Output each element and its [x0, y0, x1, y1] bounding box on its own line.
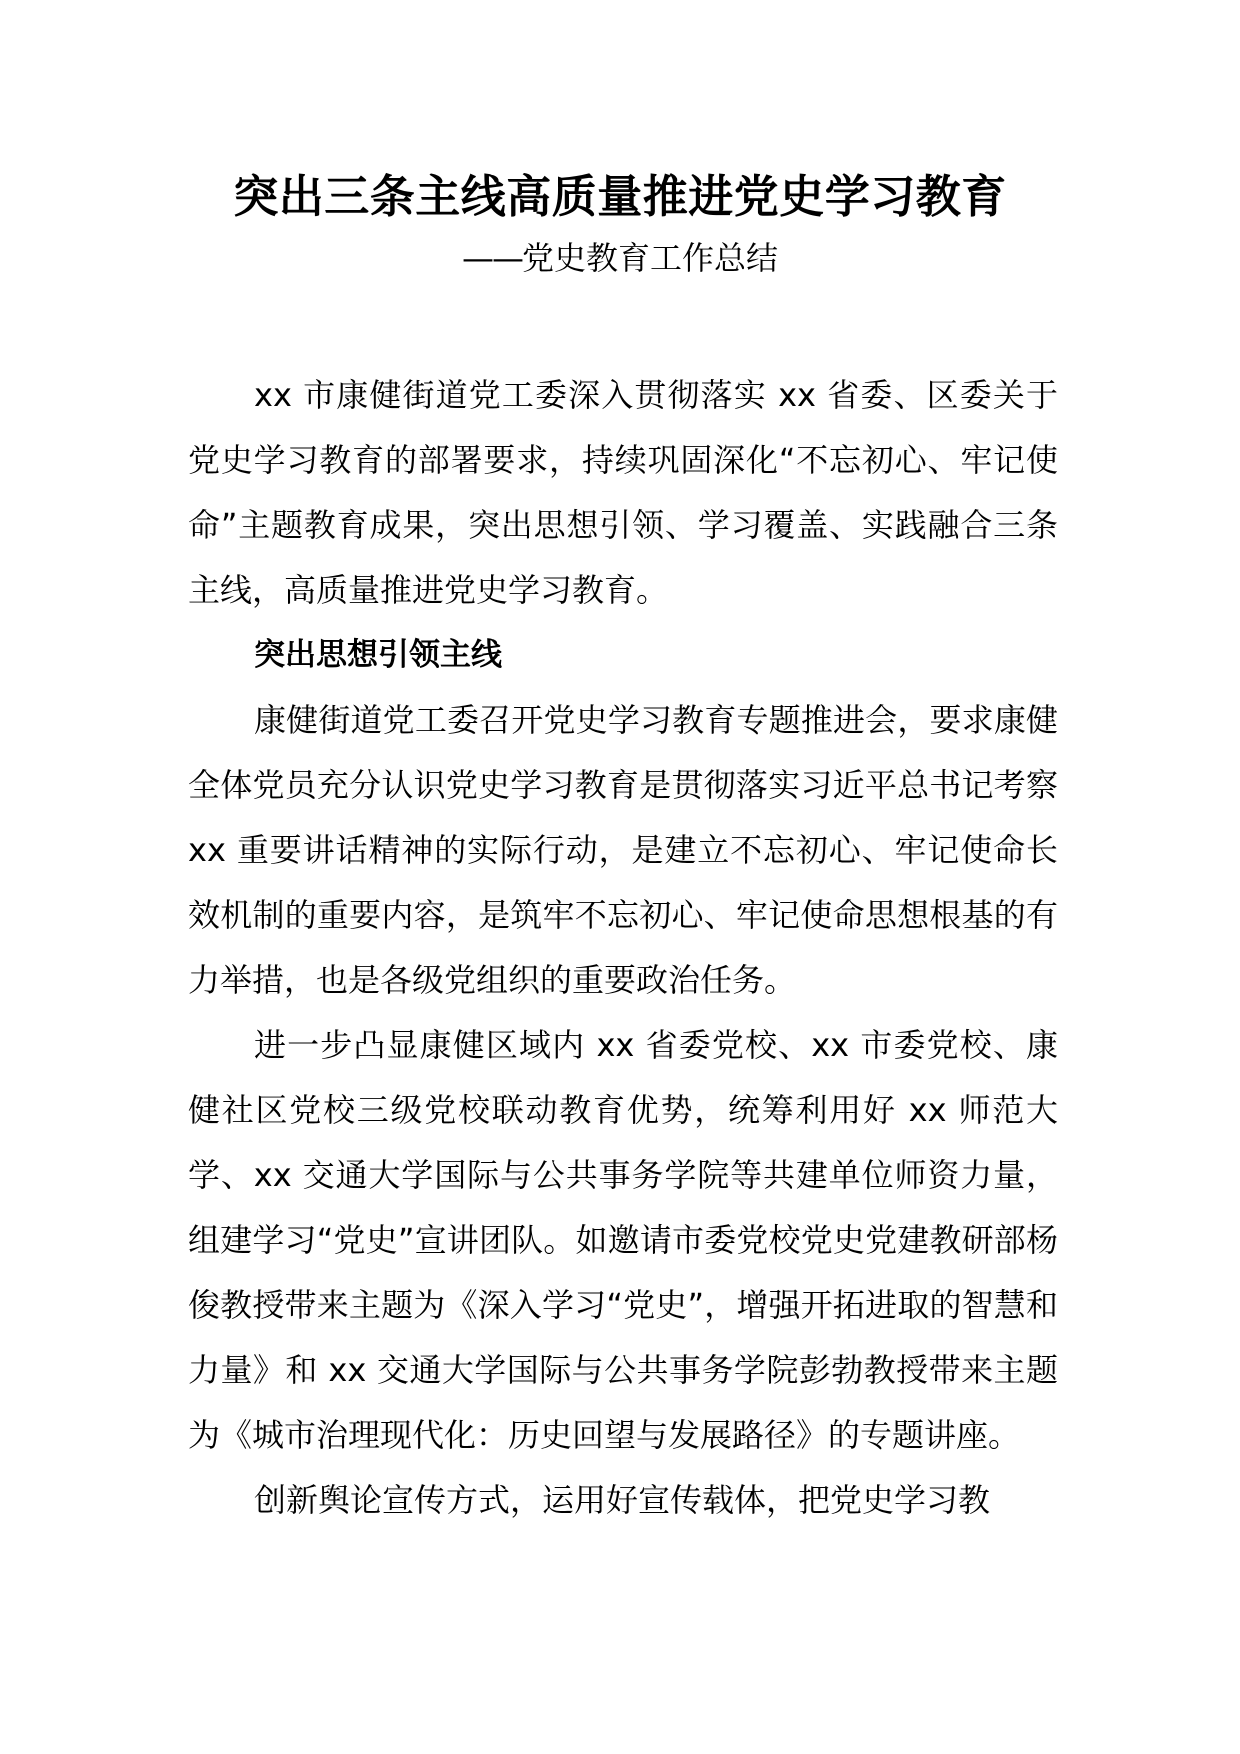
- paragraph-4: 创新舆论宣传方式，运用好宣传载体，把党史学习教: [254, 1481, 991, 1519]
- paragraph-3: 进一步凸显康健区域内 xx 省委党校、xx 市委党校、康健社区党校三级党校联动教育优势，统筹利用好 xx 师范大学、xx 交通大学国际与公共事务学院等共建单位师资力量，组建学习“党史”宣讲团队。如邀请市委党校党史党建教研部杨俊教授带来主题为《深入学习“党史”，增强开拓进取的智慧和力量》和 xx 交通大学国际与公共事务学院彭勃教授带来主题为《城市治理现代化：历史回望与发展路径》的专题讲座。: [188, 1026, 1058, 1454]
- subtitle-text: 党史教育工作总结: [521, 239, 778, 277]
- subtitle-dash: ——: [461, 239, 522, 277]
- document-title: 突出三条主线高质量推进党史学习教育: [233, 170, 1007, 223]
- paragraph-intro: xx 市康健街道党工委深入贯彻落实 xx 省委、区委关于党史学习教育的部署要求，持续巩固深化“不忘初心、牢记使命”主题教育成果，突出思想引领、学习覆盖、实践融合三条主线，高质量推进党史学习教育。: [188, 376, 1058, 609]
- document-subtitle: [0, 236, 1240, 280]
- paragraph-2: 康健街道党工委召开党史学习教育专题推进会，要求康健全体党员充分认识党史学习教育是贯彻落实习近平总书记考察 xx 重要讲话精神的实际行动，是建立不忘初心、牢记使命长效机制的重要内容，是筑牢不忘初心、牢记使命思想根基的有力举措，也是各级党组织的重要政治任务。: [188, 701, 1058, 999]
- document-body: [188, 363, 1058, 1533]
- section-heading: 突出思想引领主线: [254, 637, 502, 673]
